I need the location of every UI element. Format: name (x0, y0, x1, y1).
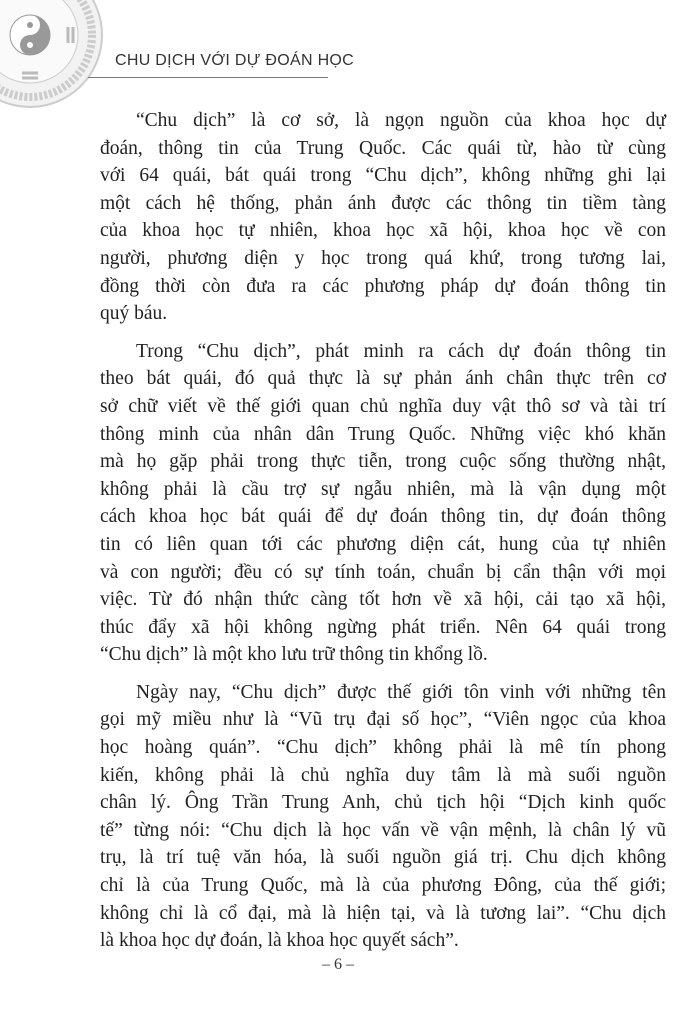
text-line: “Chu dịch” là một kho lưu trữ thông tin khổng lồ. (100, 644, 488, 666)
header-divider (88, 77, 328, 78)
text-line: quý báu. (100, 303, 168, 325)
page-number: – 6 – (322, 956, 354, 973)
text-line: đoán, thông tin của Trung Quốc. Các quái từ, hào từ cùng (100, 137, 666, 159)
text-line: “Chu dịch” là cơ sở, là ngọn nguồn của khoa học dự (136, 110, 666, 131)
text-line: là khoa học dự đoán, là khoa học quyết sách”. (100, 930, 459, 952)
text-line: một cách hệ thống, phản ánh được các thông tin tiềm tàng (100, 192, 666, 214)
text-line: Trong “Chu dịch”, phát minh ra cách dự đoán thông tin (136, 340, 666, 362)
text-line: tế” từng nói: “Chu dịch là học vấn về vận mệnh, là chân lý vũ (100, 819, 666, 841)
text-line: thúc đẩy xã hội không ngừng phát triển. Nên 64 quái trong (100, 616, 666, 638)
text-line: kiến, không phải là chủ nghĩa duy tâm là mà suối nguồn (100, 764, 666, 786)
text-line: trụ, là trí tuệ văn hóa, là suối nguồn giá trị. Chu dịch không (100, 847, 666, 869)
text-line: tin có liên quan tới các phương diện cát, hung của tự nhiên (100, 533, 666, 555)
text-line: với 64 quái, bát quái trong “Chu dịch”, không những ghi lại (100, 165, 666, 187)
text-line: và con người; đều có sự tính toán, chuẩn bị cẩn thận với mọi (100, 561, 666, 583)
paragraph (100, 107, 666, 328)
text-line: thông minh của nhân dân Trung Quốc. Những việc khó khăn (100, 423, 666, 445)
text-line: mà họ gặp phải trong thực tiễn, trong cuộc sống thường nhật, (100, 451, 666, 473)
text-line: không phải là cầu trợ sự ngẫu nhiên, mà là vận dụng một (100, 478, 666, 500)
bagua-yin-yang-logo (0, 0, 105, 110)
text-line: Ngày nay, “Chu dịch” được thế giới tôn vinh với những tên (136, 681, 666, 703)
text-line: theo bát quái, đó quả thực là sự phản ánh chân thực trên cơ (100, 368, 666, 390)
text-line: người, phương diện y học trong quá khứ, trong tương lai, (100, 247, 666, 269)
page-body (100, 107, 666, 965)
text-line: đồng thời còn đưa ra các phương pháp dự đoán thông tin (100, 275, 666, 297)
text-line: gọi mỹ miều như là “Vũ trụ đại số học”, “Viên ngọc của khoa (100, 709, 666, 731)
text-line: chỉ là của Trung Quốc, mà là của phương Đông, của thế giới; (100, 875, 666, 897)
text-line: cách khoa học bát quái để dự đoán thông tin, dự đoán thông (100, 506, 666, 528)
running-header: CHU DỊCH VỚI DỰ ĐOÁN HỌC (115, 52, 355, 69)
text-line: của khoa học tự nhiên, khoa học xã hội, khoa học về con (100, 220, 666, 242)
text-line: sở chữ viết về thế giới quan chủ nghĩa duy vật thô sơ và tài trí (100, 395, 666, 417)
text-line: chân lý. Ông Trần Trung Anh, chủ tịch hội “Dịch kinh quốc (100, 792, 666, 814)
paragraph (100, 338, 666, 669)
text-line: học hoàng quán”. “Chu dịch” không phải là mê tín phong (100, 737, 666, 759)
text-line: việc. Từ đó nhận thức càng tốt hơn về xã hội, cải tạo xã hội, (100, 589, 666, 611)
paragraph (100, 679, 666, 955)
text-line: không chỉ là cổ đại, mà là hiện tại, và là tương lai”. “Chu dịch (100, 902, 666, 924)
